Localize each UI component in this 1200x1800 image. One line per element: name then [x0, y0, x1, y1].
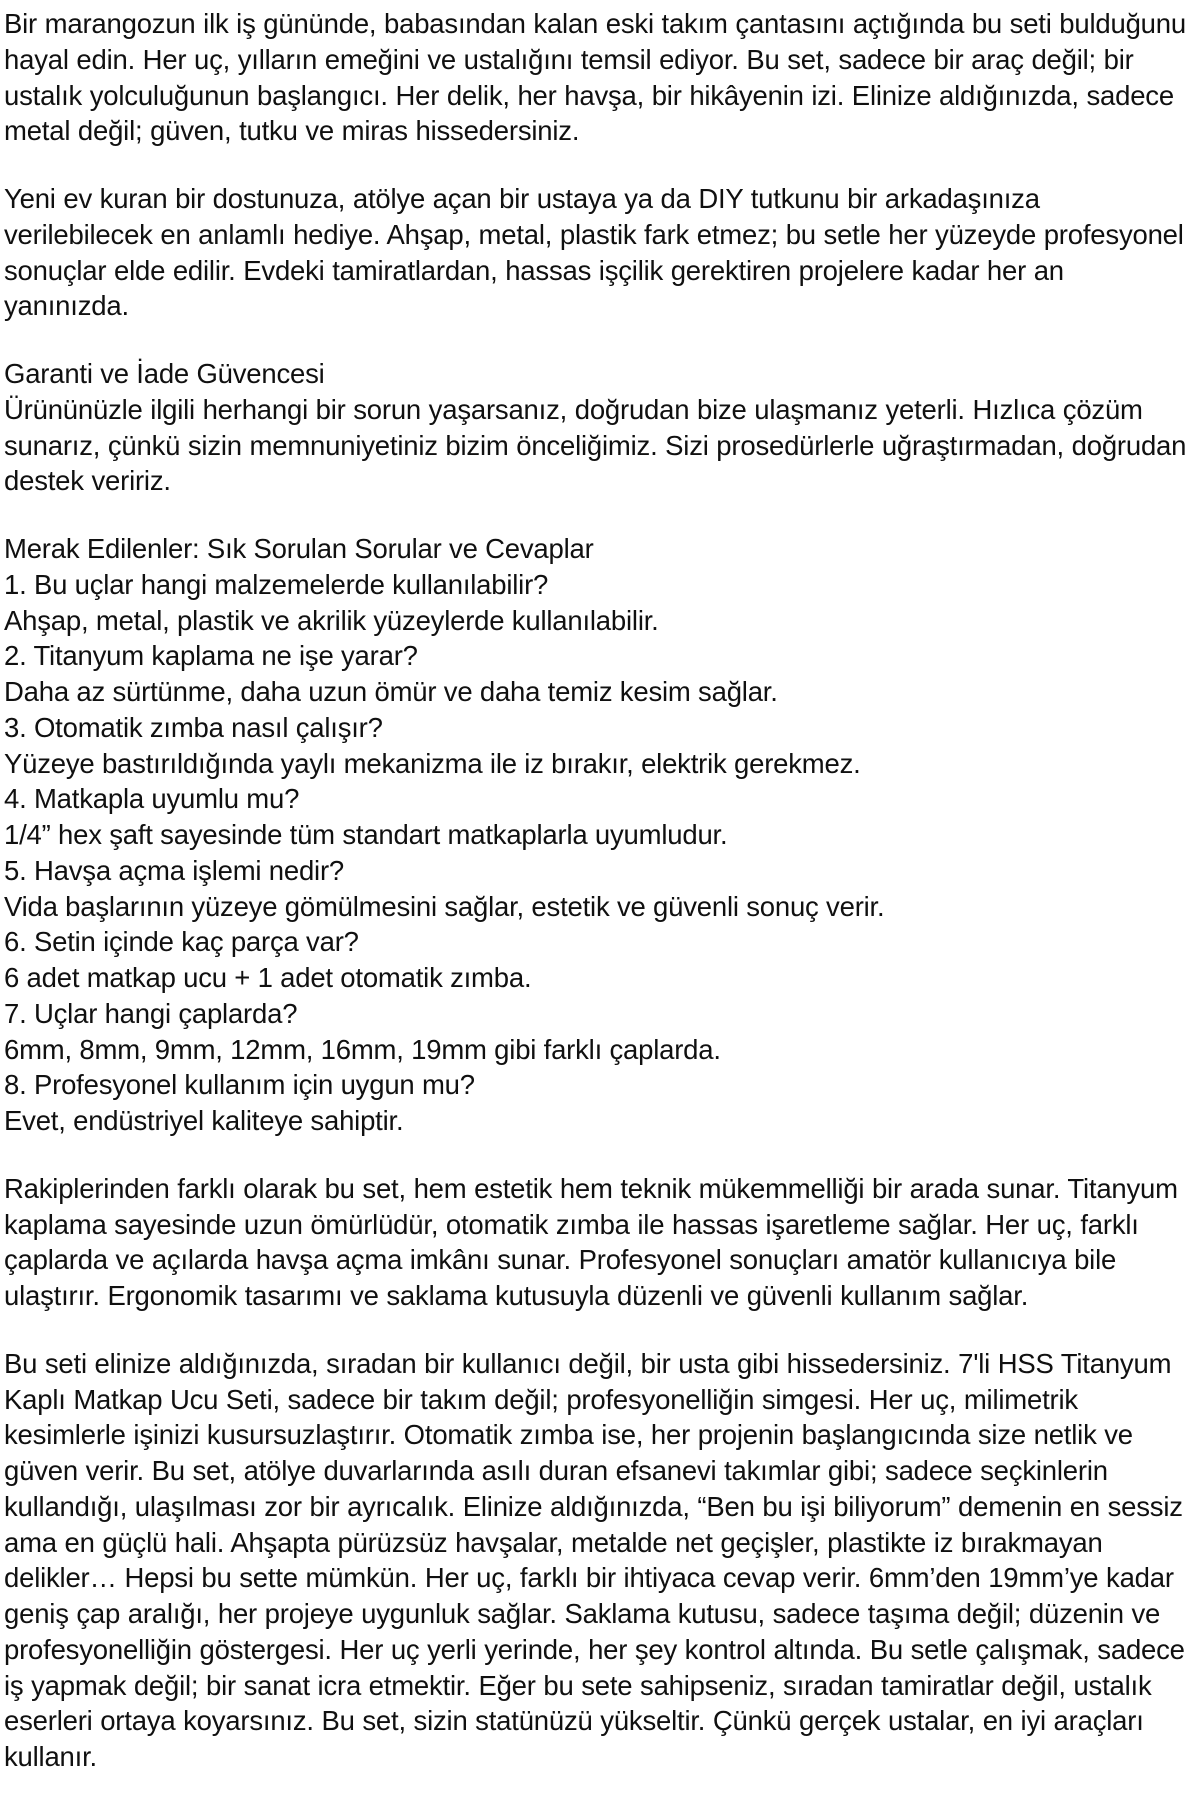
faq-item [4, 638, 1190, 710]
faq-answer: Ahşap, metal, plastik ve akrilik yüzeylerde kullanılabilir. [4, 604, 659, 636]
intro-paragraph: Bir marangozun ilk iş gününde, babasından kalan eski takım çantasını açtığında bu seti bulduğunu hayal edin. Her uç, yılların emeğini ve ustalığını temsil ediyor. Bu set, sadece bir araç değil; bir ustalık yolculuğunun başlangıcı. Her delik, her havşa, bir hikâyenin izi. Elinize aldığınızda, sadece metal değil; güven, tutku ve miras hissedersiniz. [4, 8, 1194, 147]
faq-question: 3. Otomatik zımba nasıl çalışır? [4, 711, 383, 743]
faq-answer: Yüzeye bastırıldığında yaylı mekanizma ile iz bırakır, elektrik gerekmez. [4, 747, 861, 779]
paragraph-spacer [4, 499, 1190, 531]
faq-heading: Merak Edilenler: Sık Sorulan Sorular ve Cevaplar [4, 533, 594, 564]
advantage-paragraph: Rakiplerinden farklı olarak bu set, hem estetik hem teknik mükemmelliği bir arada sunar. Titanyum kaplama sayesinde uzun ömürlüdür, otomatik zımba ile hassas işaretleme sağlar. Her uç, farklı çaplarda ve açılarda havşa açma imkânı sunar. Profesyonel sonuçları amatör kullanıcıya bile ulaştırır. Ergonomik tasarımı ve saklama kutusuyla düzenli ve güvenli kullanım sağlar. [4, 1172, 1186, 1311]
warranty-body: Ürününüzle ilgili herhangi bir sorun yaşarsanız, doğrudan bize ulaşmanız yeterli. Hızlıca çözüm sunarız, çünkü sizin memnuniyetiniz bizim önceliğimiz. Sizi prosedürlerle uğraştırmadan, doğrudan destek veririz. [4, 393, 1194, 497]
warranty-heading: Garanti ve İade Güvencesi [4, 358, 325, 389]
paragraph-spacer [4, 1139, 1190, 1171]
faq-question: 1. Bu uçlar hangi malzemelerde kullanılabilir? [4, 568, 549, 600]
faq-answer: Vida başlarının yüzeye gömülmesini sağlar, estetik ve güvenli sonuç verir. [4, 890, 885, 922]
faq-item [4, 567, 1190, 639]
faq-answer: 6mm, 8mm, 9mm, 12mm, 16mm, 19mm gibi farklı çaplarda. [4, 1033, 721, 1065]
paragraph-spacer [4, 149, 1190, 181]
warranty-section [4, 356, 1194, 499]
faq-question: 4. Matkapla uyumlu mu? [4, 783, 300, 815]
closing-paragraph: Bu seti elinize aldığınızda, sıradan bir kullanıcı değil, bir usta gibi hissedersiniz. 7'li HSS Titanyum Kaplı Matkap Ucu Seti, sadece bir takım değil; profesyonelliğin simgesi. Her uç, milimetrik kesimlerle işinizi kusursuzlaştırır. Otomatik zımba ise, her projenin başlangıcında size netlik ve güven verir. Bu set, atölye duvarlarında asılı duran efsanevi takımlar gibi; sadece seçkinlerin kullandığı, ulaşılması zor bir ayrıcalık. Elinize aldığınızda, “Ben bu işi biliyorum” demenin en sessiz ama en güçlü hali. Ahşapta pürüzsüz havşalar, metalde net geçişler, plastikte iz bırakmayan delikler… Hepsi bu sette mümkün. Her uç, farklı bir ihtiyaca cevap verir. 6mm’den 19mm’ye kadar geniş çap aralığı, her projeye uygunluk sağlar. Saklama kutusu, sadece taşıma değil; düzenin ve profesyonelliğin göstergesi. Her uç yerli yerinde, her şey kontrol altında. Bu setle çalışmak, sadece iş yapmak değil; bir sanat icra etmektir. Eğer bu sete sahipseniz, sıradan tamiratlar değil, ustalık eserleri ortaya koyarsınız. Bu set, sizin statünüzü yükseltir. Çünkü gerçek ustalar, en iyi araçları kullanır. [4, 1347, 1193, 1772]
faq-section [4, 531, 1190, 1139]
faq-question: 6. Setin içinde kaç parça var? [4, 926, 359, 958]
paragraph-spacer [4, 324, 1190, 356]
faq-item [4, 996, 1190, 1068]
faq-answer: Daha az sürtünme, daha uzun ömür ve daha temiz kesim sağlar. [4, 676, 778, 707]
faq-answer: Evet, endüstriyel kaliteye sahiptir. [4, 1105, 404, 1136]
paragraph-spacer [4, 1314, 1190, 1346]
faq-question: 5. Havşa açma işlemi nedir? [4, 854, 345, 886]
faq-question: 8. Profesyonel kullanım için uygun mu? [4, 1069, 475, 1101]
faq-item [4, 710, 1190, 782]
faq-question: 7. Uçlar hangi çaplarda? [4, 997, 298, 1029]
faq-answer: 1/4” hex şaft sayesinde tüm standart matkaplarla uyumludur. [4, 819, 728, 850]
faq-item [4, 853, 1190, 925]
gift-paragraph: Yeni ev kuran bir dostunuza, atölye açan bir ustaya ya da DIY tutkunu bir arkadaşınıza verilebilecek en anlamlı hediye. Ahşap, metal, plastik fark etmez; bu setle her yüzeyde profesyonel sonuçlar elde edilir. Evdeki tamiratlardan, hassas işçilik gerektiren projelere kadar her an yanınızda. [4, 183, 1192, 322]
faq-item [4, 1067, 1190, 1139]
faq-item [4, 781, 1190, 853]
faq-answer: 6 adet matkap ucu + 1 adet otomatik zımba. [4, 962, 532, 993]
faq-question: 2. Titanyum kaplama ne işe yarar? [4, 640, 418, 672]
faq-item [4, 924, 1190, 996]
